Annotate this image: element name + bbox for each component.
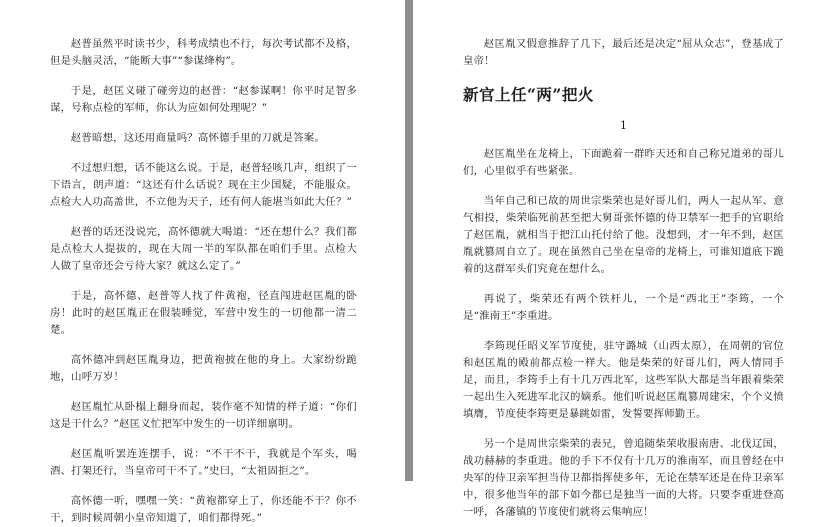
paragraph: 不过想归想，话不能这么说。于是，赵普轻咳几声，组织了一下语言，朗声道：“这还有什么话说？现在主少国疑，不能服众。点检大人功高盖世，不立他为天子，还有何人能堪当如此大任？” [50, 162, 357, 208]
section-number: 1 [620, 119, 627, 132]
right-page [413, 0, 820, 518]
paragraph: 赵匡胤又假意推辞了几下，最后还是决定“屈从众志”，登基成了皇帝！ [463, 38, 784, 67]
paragraph: 高怀德一听，嘿嘿一笑：“黄袍都穿上了，你还能不干？你不干，到时候周朝小皇帝知道了，咱们都得死。” [50, 495, 357, 524]
paragraph: 赵普的话还没说完，高怀德就大喝道：“还在想什么？我们都是点检大人提拔的，现在大周一半的军队都在咱们手里。点检大人做了皇帝还会亏待大家？就这么定了。” [50, 226, 357, 272]
paragraph: 高怀德冲到赵匡胤身边，把黄袍披在他的身上。大家纷纷跪地，山呼万岁！ [50, 354, 357, 383]
paragraph: 赵普虽然平时读书少，科考成绩也不行，每次考试都不及格，但是头脑灵活，“能断大事”“参谋绛构”。 [50, 38, 357, 67]
paragraph: 当年自己和已故的周世宗柴荣也是好哥儿们，两人一起从军、意气相投，柴荣临死前甚至把大舅哥张怀德的侍卫禁军一把手的官职给了赵匡胤，就相当于把江山托付给了他。没想到，才一年不到，赵匡胤就篡周自立了。现在虽然自己坐在皇帝的龙椅上，可谁知道底下跪着的这群军头们究竟在想什么。 [463, 195, 784, 275]
page-divider [405, 0, 413, 481]
paragraph: 李筠现任昭义军节度使，驻守潞城（山西太原），在周朝的官位和赵匡胤的殿前都点检一样大。他是柴荣的好哥儿们，两人情同手足，而且，李筠手上有十几万西北军，这些军队大都是当年跟着柴荣一起出生入死进军北汉的嫡系。他们听说赵匡胤篡周建宋，个个义愤填膺，节度使李筠更是暴跳如雷，发誓要挥师勤王。 [463, 340, 784, 420]
paragraph: 赵匡胤忙从卧榻上翻身而起，装作毫不知情的样子道：“你们这是干什么？”赵匡义忙把军中发生的一切详细禀明。 [50, 401, 357, 430]
paragraph: 赵匡胤听罢连连摆手，说：“不干不干，我就是个军头，喝酒、打架还行，当皇帝可干不了。”史曰，“太祖固拒之”。 [50, 448, 357, 477]
paragraph: 于是，高怀德、赵普等人找了件黄袍，径直闯进赵匡胤的卧房！此时的赵匡胤正在假装睡觉，军营中发生的一切他都一清二楚。 [50, 290, 357, 336]
paragraph: 再说了，柴荣还有两个铁杆儿，一个是“西北王”李筠，一个是“淮南王”李重进。 [463, 293, 784, 322]
paragraph: 于是，赵匡义碰了碰旁边的赵普：“赵参谋啊！你平时足智多谋，号称点检的军师，你认为应如何处理呢？” [50, 85, 357, 114]
section-title: 新官上任“两”把火 [463, 85, 594, 104]
left-page [0, 0, 405, 524]
paragraph: 另一个是周世宗柴荣的表兄，曾追随柴荣收服南唐、北伐辽国，战功赫赫的李重进。他的手下不仅有十几万的淮南军，而且曾经在中央军的侍卫亲军担当侍卫都指挥使多年，无论在禁军还是在侍卫亲军中，很多他当年的部下如今都已是独当一面的大将。只要李重进登高一呼，各藩镇的节度使们就将云集响应！ [463, 438, 784, 518]
paragraph: 赵匡胤坐在龙椅上，下面跪着一群昨天还和自己称兄道弟的哥儿们，心里似乎有些紧张。 [463, 148, 784, 177]
paragraph: 赵普暗想，这还用商量吗？高怀德手里的刀就是答案。 [70, 132, 325, 144]
